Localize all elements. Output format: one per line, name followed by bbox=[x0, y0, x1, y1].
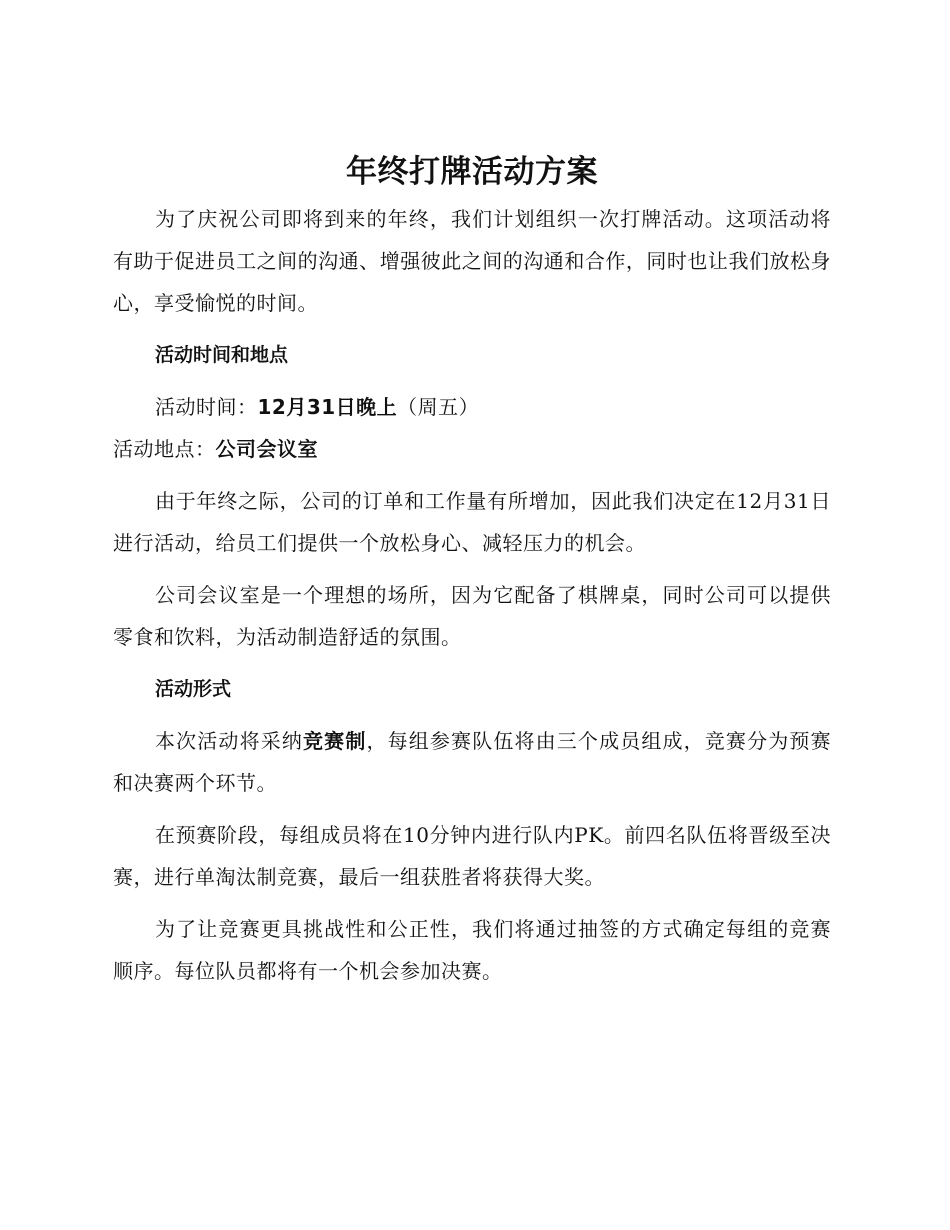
format-paragraph bbox=[113, 720, 831, 804]
intro-paragraph: 为了庆祝公司即将到来的年终，我们计划组织一次打牌活动。这项活动将有助于促进员工之间的沟通、增强彼此之间的沟通和合作，同时也让我们放松身心，享受愉悦的时间。 bbox=[113, 207, 831, 315]
spacer bbox=[113, 564, 831, 574]
section-heading-time-place: 活动时间和地点 bbox=[155, 344, 289, 366]
spacer bbox=[113, 376, 831, 386]
time-value: 12月31日晚上 bbox=[257, 395, 398, 419]
document-body bbox=[113, 146, 831, 992]
spacer bbox=[113, 658, 831, 668]
document-title: 年终打牌活动方案 bbox=[346, 154, 598, 190]
preliminary-paragraph: 在预赛阶段，每组成员将在10分钟内进行队内PK。前四名队伍将晋级至决赛，进行单淘汰制竞赛，最后一组获胜者将获得大奖。 bbox=[113, 823, 831, 889]
section-heading-format: 活动形式 bbox=[155, 678, 232, 700]
date-reason-paragraph: 由于年终之际，公司的订单和工作量有所增加，因此我们决定在12月31日进行活动，给员工们提供一个放松身心、减轻压力的机会。 bbox=[113, 489, 831, 555]
spacer bbox=[113, 470, 831, 480]
format-bold-term: 竞赛制 bbox=[303, 729, 367, 753]
activity-place-line bbox=[113, 428, 831, 470]
format-text-after: ，每组参赛队伍将由三个成员组成，竞赛分为预赛和决赛两个环节。 bbox=[113, 729, 832, 795]
time-note: （周五） bbox=[397, 395, 480, 419]
activity-time-line bbox=[113, 386, 831, 428]
spacer bbox=[113, 710, 831, 720]
draw-paragraph: 为了让竞赛更具挑战性和公正性，我们将通过抽签的方式确定每组的竞赛顺序。每位队员都将有一个机会参加决赛。 bbox=[113, 917, 831, 983]
spacer bbox=[113, 324, 831, 334]
format-text-before: 本次活动将采纳 bbox=[155, 729, 304, 753]
spacer bbox=[113, 898, 831, 908]
venue-reason-paragraph: 公司会议室是一个理想的场所，因为它配备了棋牌桌，同时公司可以提供零食和饮料，为活动制造舒适的氛围。 bbox=[113, 583, 831, 649]
time-label: 活动时间： bbox=[155, 395, 258, 419]
spacer bbox=[113, 804, 831, 814]
place-value: 公司会议室 bbox=[215, 437, 318, 461]
place-label: 活动地点： bbox=[113, 437, 216, 461]
